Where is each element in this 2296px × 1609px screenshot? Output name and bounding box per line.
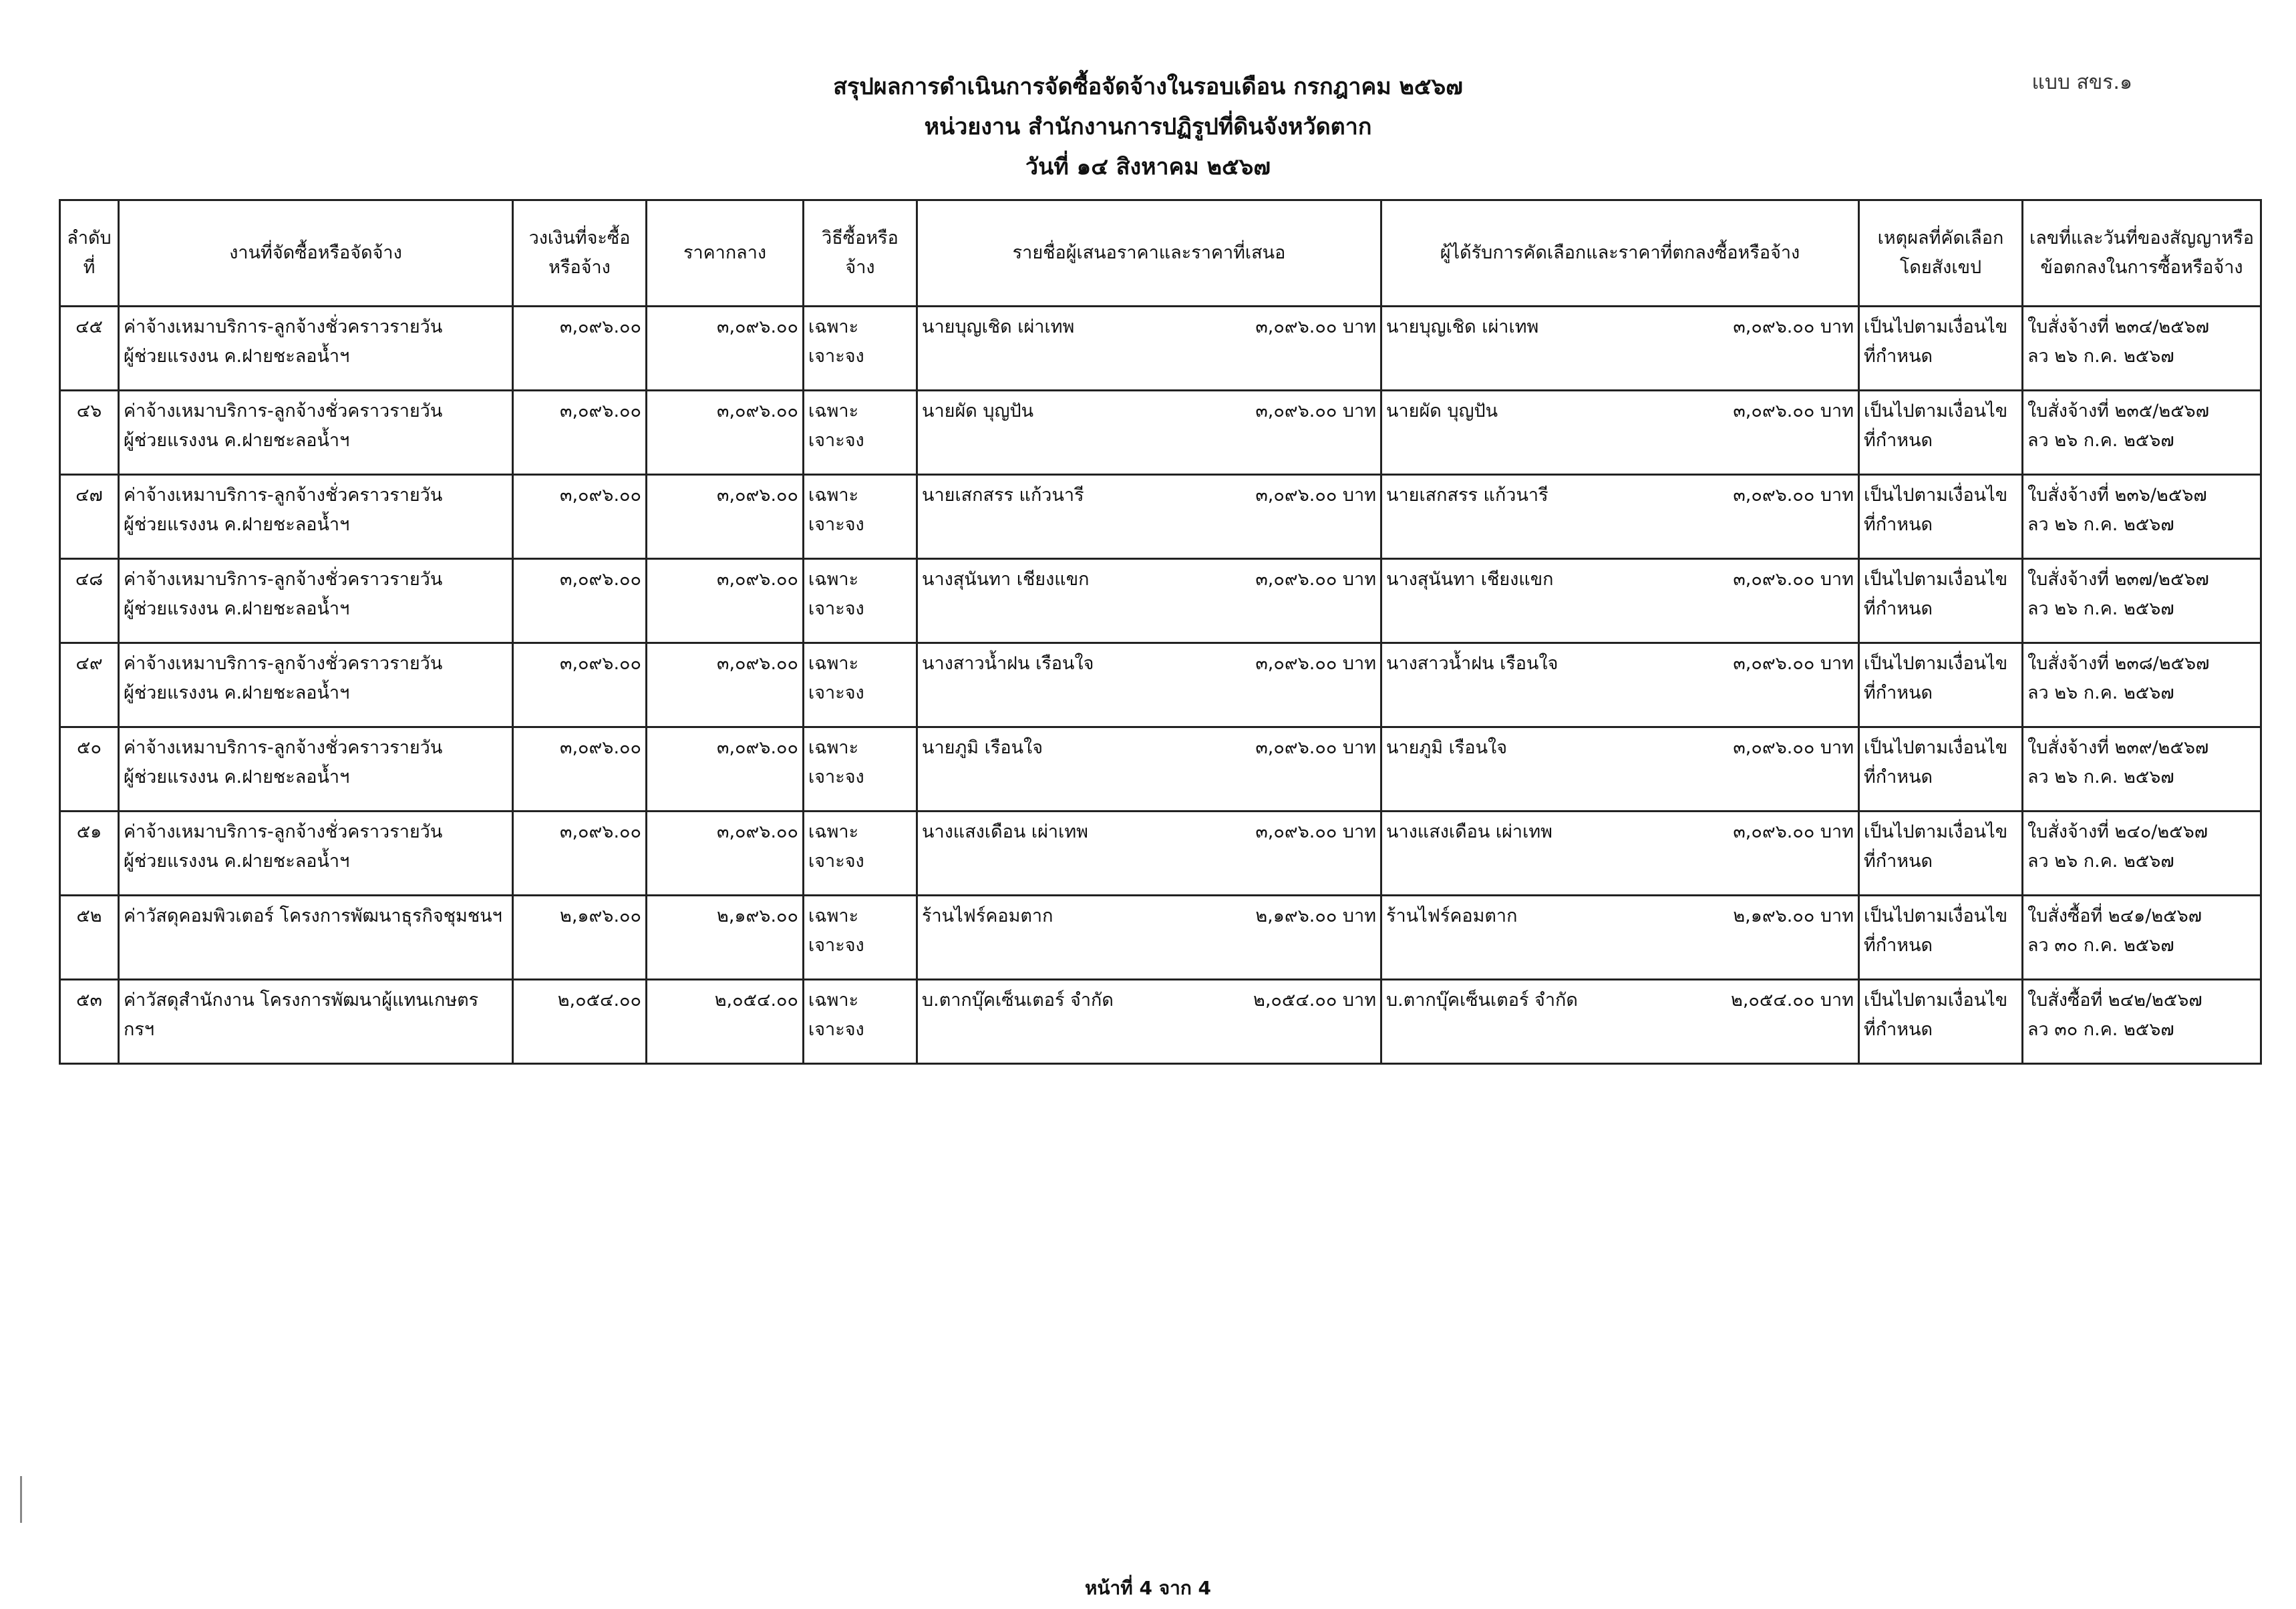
contract-cell [2023, 727, 2261, 812]
reason-line: เป็นไปตามเงื่อนไข [1864, 653, 2008, 674]
reason-line: ที่กำหนด [1864, 767, 1933, 787]
column-header: ลำดับที่ [60, 200, 119, 307]
table-row [60, 475, 2261, 559]
item-line: ผู้ช่วยแรงงน ค.ฝายชะลอน้ำฯ [124, 346, 350, 367]
table-row [60, 980, 2261, 1064]
column-header: วงเงินที่จะซื้อหรือจ้าง [513, 200, 647, 307]
item-line: ผู้ช่วยแรงงน ค.ฝายชะลอน้ำฯ [124, 767, 350, 787]
winner-name: นายภูมิ เรือนใจ [1386, 737, 1508, 758]
median-price-cell: ๓,๐๙๖.๐๐ [647, 475, 804, 559]
bid-price: ๓,๐๙๖.๐๐ บาท [1255, 569, 1376, 590]
item-line: ค่าจ้างเหมาบริการ-ลูกจ้างชั่วคราวรายวัน [124, 485, 443, 506]
contract-line: ลว ๓๐ ก.ค. ๒๕๖๗ [2027, 935, 2174, 956]
contract-line: ใบสั่งจ้างที่ ๒๓๘/๒๕๖๗ [2027, 653, 2210, 674]
item-line: ค่าจ้างเหมาบริการ-ลูกจ้างชั่วคราวรายวัน [124, 737, 443, 758]
contract-cell [2023, 643, 2261, 727]
median-price-cell: ๓,๐๙๖.๐๐ [647, 812, 804, 896]
median-price-cell: ๓,๐๙๖.๐๐ [647, 307, 804, 391]
bid-price: ๓,๐๙๖.๐๐ บาท [1255, 822, 1376, 842]
budget-cell: ๒,๑๙๖.๐๐ [513, 896, 647, 980]
item-cell [119, 643, 513, 727]
median-price-cell: ๓,๐๙๖.๐๐ [647, 643, 804, 727]
bidder-name: นางแสงเดือน เผ่าเทพ [922, 822, 1088, 842]
reason-cell [1859, 896, 2023, 980]
bidder-cell [917, 980, 1381, 1064]
column-header: ผู้ได้รับการคัดเลือกและราคาที่ตกลงซื้อหรือจ้าง [1381, 200, 1859, 307]
method-cell: เฉพาะเจาะจง [804, 475, 917, 559]
item-line: ค่าจ้างเหมาบริการ-ลูกจ้างชั่วคราวรายวัน [124, 401, 443, 421]
contract-cell [2023, 559, 2261, 643]
win-price: ๒,๐๕๔.๐๐ บาท [1731, 990, 1854, 1011]
bidder-cell [917, 391, 1381, 475]
winner-cell [1381, 727, 1859, 812]
contract-line: ลว ๒๖ ก.ค. ๒๕๖๗ [2027, 683, 2174, 703]
winner-name: บ.ตากบุ๊คเซ็นเตอร์ จำกัด [1386, 990, 1578, 1011]
item-line: ค่าจ้างเหมาบริการ-ลูกจ้างชั่วคราวรายวัน [124, 653, 443, 674]
bid-price: ๓,๐๙๖.๐๐ บาท [1255, 653, 1376, 674]
table-row [60, 559, 2261, 643]
method-cell: เฉพาะเจาะจง [804, 643, 917, 727]
reason-line: ที่กำหนด [1864, 598, 1933, 619]
winner-name: นายเสกสรร แก้วนารี [1386, 485, 1548, 506]
reason-cell [1859, 727, 2023, 812]
median-price-cell: ๓,๐๙๖.๐๐ [647, 559, 804, 643]
table-row [60, 307, 2261, 391]
item-line: ผู้ช่วยแรงงน ค.ฝายชะลอน้ำฯ [124, 683, 350, 703]
bidder-cell [917, 307, 1381, 391]
date-line: วันที่ ๑๔ สิงหาคม ๒๕๖๗ [1025, 154, 1271, 180]
bid-price: ๒,๐๕๔.๐๐ บาท [1253, 990, 1376, 1011]
contract-line: ใบสั่งจ้างที่ ๒๓๖/๒๕๖๗ [2027, 485, 2207, 506]
reason-line: ที่กำหนด [1864, 346, 1933, 367]
winner-cell [1381, 980, 1859, 1064]
row-number: ๔๕ [60, 307, 119, 391]
row-number: ๕๒ [60, 896, 119, 980]
reason-line: ที่กำหนด [1864, 851, 1933, 872]
winner-name: ร้านไฟร์คอมตาก [1386, 906, 1518, 926]
budget-cell: ๒,๐๕๔.๐๐ [513, 980, 647, 1064]
contract-line: ลว ๒๖ ก.ค. ๒๕๖๗ [2027, 346, 2174, 367]
contract-line: ใบสั่งซื้อที่ ๒๔๒/๒๕๖๗ [2027, 990, 2202, 1011]
bidder-cell [917, 643, 1381, 727]
win-price: ๓,๐๙๖.๐๐ บาท [1733, 737, 1854, 758]
win-price: ๓,๐๙๖.๐๐ บาท [1733, 401, 1854, 421]
bid-price: ๓,๐๙๖.๐๐ บาท [1255, 737, 1376, 758]
reason-line: ที่กำหนด [1864, 935, 1933, 956]
row-number: ๔๘ [60, 559, 119, 643]
reason-cell [1859, 559, 2023, 643]
item-cell [119, 307, 513, 391]
winner-cell [1381, 896, 1859, 980]
method-cell: เฉพาะเจาะจง [804, 812, 917, 896]
item-cell [119, 559, 513, 643]
bid-price: ๓,๐๙๖.๐๐ บาท [1255, 317, 1376, 337]
item-line: ผู้ช่วยแรงงน ค.ฝายชะลอน้ำฯ [124, 598, 350, 619]
row-number: ๔๙ [60, 643, 119, 727]
contract-cell [2023, 307, 2261, 391]
table-row [60, 896, 2261, 980]
column-header: รายชื่อผู้เสนอราคาและราคาที่เสนอ [917, 200, 1381, 307]
table-row [60, 643, 2261, 727]
contract-cell [2023, 980, 2261, 1064]
row-number: ๕๐ [60, 727, 119, 812]
form-code: แบบ สขร.๑ [2031, 71, 2132, 94]
bid-price: ๓,๐๙๖.๐๐ บาท [1255, 401, 1376, 421]
budget-cell: ๓,๐๙๖.๐๐ [513, 812, 647, 896]
reason-line: ที่กำหนด [1864, 514, 1933, 535]
budget-cell: ๓,๐๙๖.๐๐ [513, 643, 647, 727]
bidder-cell [917, 727, 1381, 812]
table-header-row [60, 200, 2261, 307]
reason-cell [1859, 391, 2023, 475]
reason-line: เป็นไปตามเงื่อนไข [1864, 737, 2008, 758]
bidder-name: ร้านไฟร์คอมตาก [922, 906, 1053, 926]
median-price-cell: ๓,๐๙๖.๐๐ [647, 391, 804, 475]
procurement-table [59, 199, 2262, 1065]
winner-name: นายบุญเชิด เผ่าเทพ [1386, 317, 1539, 337]
reason-cell [1859, 812, 2023, 896]
item-line: ผู้ช่วยแรงงน ค.ฝายชะลอน้ำฯ [124, 430, 350, 451]
row-number: ๔๗ [60, 475, 119, 559]
column-header: ราคากลาง [647, 200, 804, 307]
reason-line: ที่กำหนด [1864, 430, 1933, 451]
win-price: ๓,๐๙๖.๐๐ บาท [1733, 485, 1854, 506]
winner-cell [1381, 475, 1859, 559]
bidder-name: นายภูมิ เรือนใจ [922, 737, 1043, 758]
row-number: ๕๓ [60, 980, 119, 1064]
median-price-cell: ๒,๑๙๖.๐๐ [647, 896, 804, 980]
contract-line: ใบสั่งจ้างที่ ๒๓๗/๒๕๖๗ [2027, 569, 2209, 590]
bid-price: ๓,๐๙๖.๐๐ บาท [1255, 485, 1376, 506]
winner-name: นายผัด บุญปัน [1386, 401, 1498, 421]
win-price: ๓,๐๙๖.๐๐ บาท [1733, 317, 1854, 337]
item-cell [119, 727, 513, 812]
bidder-cell [917, 812, 1381, 896]
win-price: ๒,๑๙๖.๐๐ บาท [1733, 906, 1854, 926]
reason-line: เป็นไปตามเงื่อนไข [1864, 485, 2008, 506]
document-title: สรุปผลการดำเนินการจัดซื้อจัดจ้างในรอบเดือน กรกฎาคม ๒๕๖๗ [833, 73, 1463, 100]
method-cell: เฉพาะเจาะจง [804, 896, 917, 980]
contract-line: ลว ๒๖ ก.ค. ๒๕๖๗ [2027, 851, 2174, 872]
contract-line: ลว ๒๖ ก.ค. ๒๕๖๗ [2027, 598, 2174, 619]
contract-line: ใบสั่งจ้างที่ ๒๓๙/๒๕๖๗ [2027, 737, 2209, 758]
bidder-name: นายผัด บุญปัน [922, 401, 1034, 421]
method-cell: เฉพาะเจาะจง [804, 980, 917, 1064]
column-header: เลขที่และวันที่ของสัญญาหรือข้อตกลงในการซื้อหรือจ้าง [2023, 200, 2261, 307]
bidder-cell [917, 896, 1381, 980]
winner-name: นางแสงเดือน เผ่าเทพ [1386, 822, 1552, 842]
reason-line: เป็นไปตามเงื่อนไข [1864, 990, 2008, 1011]
contract-line: ใบสั่งจ้างที่ ๒๔๐/๒๕๖๗ [2027, 822, 2208, 842]
reason-line: ที่กำหนด [1864, 1019, 1933, 1040]
budget-cell: ๓,๐๙๖.๐๐ [513, 559, 647, 643]
item-line: ค่าจ้างเหมาบริการ-ลูกจ้างชั่วคราวรายวัน [124, 317, 443, 337]
reason-line: เป็นไปตามเงื่อนไข [1864, 822, 2008, 842]
reason-cell [1859, 307, 2023, 391]
item-line: ค่าจ้างเหมาบริการ-ลูกจ้างชั่วคราวรายวัน [124, 569, 443, 590]
budget-cell: ๓,๐๙๖.๐๐ [513, 307, 647, 391]
winner-cell [1381, 643, 1859, 727]
reason-line: เป็นไปตามเงื่อนไข [1864, 569, 2008, 590]
item-cell [119, 980, 513, 1064]
method-cell: เฉพาะเจาะจง [804, 559, 917, 643]
bid-price: ๒,๑๙๖.๐๐ บาท [1255, 906, 1376, 926]
page-number: หน้าที่ 4 จาก 4 [1084, 1577, 1212, 1599]
median-price-cell: ๓,๐๙๖.๐๐ [647, 727, 804, 812]
contract-line: ลว ๒๖ ก.ค. ๒๕๖๗ [2027, 430, 2174, 451]
reason-cell [1859, 643, 2023, 727]
contract-line: ลว ๒๖ ก.ค. ๒๕๖๗ [2027, 514, 2174, 535]
winner-name: นางสาวน้ำฝน เรือนใจ [1386, 653, 1559, 674]
contract-cell [2023, 896, 2261, 980]
column-header: วิธีซื้อหรือจ้าง [804, 200, 917, 307]
item-cell [119, 475, 513, 559]
row-number: ๕๑ [60, 812, 119, 896]
budget-cell: ๓,๐๙๖.๐๐ [513, 391, 647, 475]
contract-line: ลว ๓๐ ก.ค. ๒๕๖๗ [2027, 1019, 2174, 1040]
winner-cell [1381, 391, 1859, 475]
item-cell [119, 812, 513, 896]
win-price: ๓,๐๙๖.๐๐ บาท [1733, 569, 1854, 590]
contract-line: ลว ๒๖ ก.ค. ๒๕๖๗ [2027, 767, 2174, 787]
item-line: ผู้ช่วยแรงงน ค.ฝายชะลอน้ำฯ [124, 851, 350, 872]
winner-cell [1381, 812, 1859, 896]
table-row [60, 391, 2261, 475]
contract-line: ใบสั่งจ้างที่ ๒๓๔/๒๕๖๗ [2027, 317, 2209, 337]
document-header [0, 67, 2296, 187]
method-cell: เฉพาะเจาะจง [804, 727, 917, 812]
column-header: เหตุผลที่คัดเลือกโดยสังเขป [1859, 200, 2023, 307]
scan-edge-mark [20, 1476, 22, 1523]
table-row [60, 727, 2261, 812]
reason-line: เป็นไปตามเงื่อนไข [1864, 317, 2008, 337]
median-price-cell: ๒,๐๕๔.๐๐ [647, 980, 804, 1064]
contract-cell [2023, 812, 2261, 896]
winner-cell [1381, 307, 1859, 391]
reason-cell [1859, 475, 2023, 559]
budget-cell: ๓,๐๙๖.๐๐ [513, 727, 647, 812]
bidder-name: บ.ตากบุ๊คเซ็นเตอร์ จำกัด [922, 990, 1114, 1011]
win-price: ๓,๐๙๖.๐๐ บาท [1733, 653, 1854, 674]
contract-cell [2023, 391, 2261, 475]
contract-cell [2023, 475, 2261, 559]
bidder-cell [917, 559, 1381, 643]
column-header: งานที่จัดซื้อหรือจัดจ้าง [119, 200, 513, 307]
contract-line: ใบสั่งจ้างที่ ๒๓๕/๒๕๖๗ [2027, 401, 2209, 421]
bidder-name: นายเสกสรร แก้วนารี [922, 485, 1084, 506]
reason-line: เป็นไปตามเงื่อนไข [1864, 906, 2008, 926]
item-line: ผู้ช่วยแรงงน ค.ฝายชะลอน้ำฯ [124, 514, 350, 535]
item-cell [119, 896, 513, 980]
winner-cell [1381, 559, 1859, 643]
win-price: ๓,๐๙๖.๐๐ บาท [1733, 822, 1854, 842]
reason-line: ที่กำหนด [1864, 683, 1933, 703]
item-line: ค่าวัสดุสำนักงาน โครงการพัฒนาผู้แทนเกษตรกรฯ [124, 990, 479, 1040]
contract-line: ใบสั่งซื้อที่ ๒๔๑/๒๕๖๗ [2027, 906, 2202, 926]
item-line: ค่าจ้างเหมาบริการ-ลูกจ้างชั่วคราวรายวัน [124, 822, 443, 842]
winner-name: นางสุนันทา เชียงแขก [1386, 569, 1554, 590]
method-cell: เฉพาะเจาะจง [804, 391, 917, 475]
row-number: ๔๖ [60, 391, 119, 475]
method-cell: เฉพาะเจาะจง [804, 307, 917, 391]
bidder-cell [917, 475, 1381, 559]
bidder-name: นางสาวน้ำฝน เรือนใจ [922, 653, 1094, 674]
bidder-name: นายบุญเชิด เผ่าเทพ [922, 317, 1075, 337]
bidder-name: นางสุนันทา เชียงแขก [922, 569, 1090, 590]
table-row [60, 812, 2261, 896]
reason-line: เป็นไปตามเงื่อนไข [1864, 401, 2008, 421]
item-line: ค่าวัสดุคอมพิวเตอร์ โครงการพัฒนาธุรกิจชุมชนฯ [124, 906, 502, 926]
reason-cell [1859, 980, 2023, 1064]
agency-line: หน่วยงาน สำนักงานการปฏิรูปที่ดินจังหวัดตาก [924, 114, 1372, 140]
budget-cell: ๓,๐๙๖.๐๐ [513, 475, 647, 559]
item-cell [119, 391, 513, 475]
